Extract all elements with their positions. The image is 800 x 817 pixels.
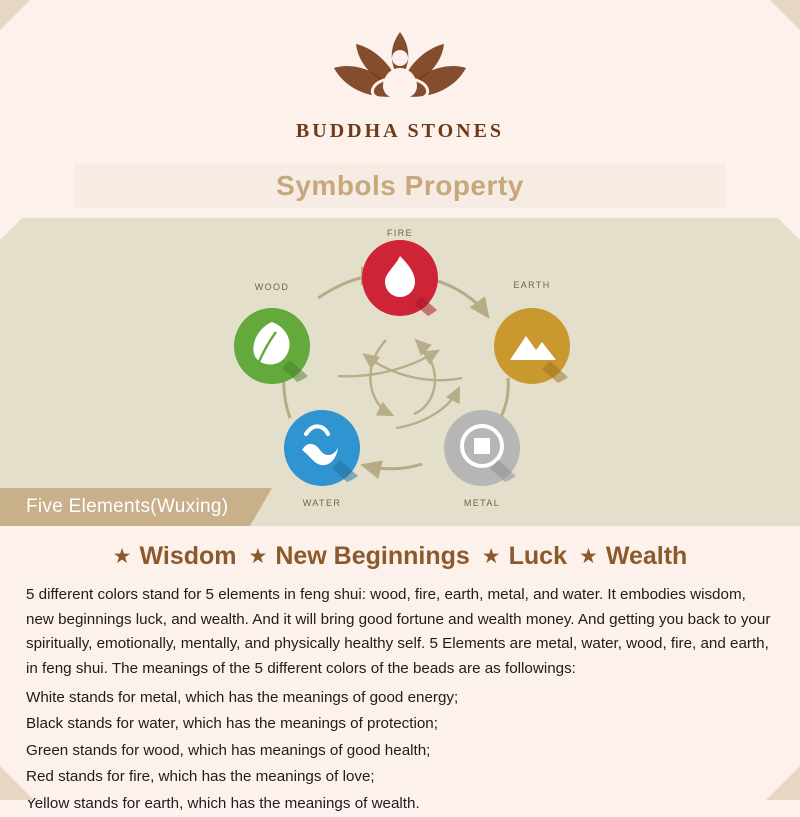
corner-decoration-bottom-right xyxy=(766,766,800,800)
diagram-label-tab: Five Elements(Wuxing) xyxy=(0,488,250,526)
star-icon: ★ xyxy=(112,545,132,568)
svg-text:METAL: METAL xyxy=(463,498,501,508)
keyword-label: New Beginnings xyxy=(275,542,470,570)
star-icon: ★ xyxy=(578,545,598,568)
diagram-notch-right xyxy=(778,218,800,240)
page-title: Symbols Property xyxy=(276,170,524,201)
svg-text:WOOD: WOOD xyxy=(254,282,290,292)
corner-decoration-bottom-left xyxy=(0,766,34,800)
wuxing-cycle-graphic xyxy=(190,218,610,518)
element-node-metal xyxy=(444,410,520,508)
keyword-item xyxy=(579,542,687,571)
svg-text:FIRE: FIRE xyxy=(386,228,414,238)
keyword-item xyxy=(249,542,470,571)
svg-text:EARTH: EARTH xyxy=(513,280,551,290)
keyword-item xyxy=(482,542,567,571)
meaning-line: Yellow stands for earth, which has the meanings of wealth. xyxy=(26,795,420,812)
keywords-row xyxy=(0,542,800,571)
keyword-label: Luck xyxy=(508,542,567,570)
keyword-label: Wisdom xyxy=(139,542,237,570)
five-elements-diagram xyxy=(0,218,800,526)
element-node-water xyxy=(284,410,360,508)
brand-header xyxy=(0,0,800,158)
brand-name: BUDDHA STONES xyxy=(295,120,505,142)
element-node-fire xyxy=(362,228,438,316)
lotus-meditation-icon xyxy=(0,18,800,118)
meaning-line: White stands for metal, which has the meanings of good energy; xyxy=(26,688,459,706)
title-band xyxy=(74,164,726,208)
meaning-line: Green stands for wood, which has meanings of good health; xyxy=(26,741,431,759)
star-icon: ★ xyxy=(248,545,268,568)
meaning-line: Black stands for water, which has the meanings of protection; xyxy=(26,715,438,733)
description-text xyxy=(26,583,776,817)
svg-text:WATER: WATER xyxy=(302,498,342,508)
star-icon: ★ xyxy=(481,545,501,568)
meaning-line: Red stands for fire, which has the meanings of love; xyxy=(26,768,375,786)
keyword-item xyxy=(113,542,237,571)
diagram-notch-left xyxy=(0,218,22,240)
element-node-wood xyxy=(234,282,310,384)
description-paragraph: 5 different colors stand for 5 elements in feng shui: wood, fire, earth, metal, and water. It embodies wisdom, new beginnings luck, and wealth. And it will bring good fortune and wealth money. And getting you back to your spiritually, emotionally, mentally, and physically healthy self. 5 Elements are metal, water, wood, fire, and earth, in feng shui. The meanings of the 5 different colors of the beads are as followings: xyxy=(26,586,771,677)
keyword-label: Wealth xyxy=(605,542,688,570)
element-node-earth xyxy=(494,280,570,384)
